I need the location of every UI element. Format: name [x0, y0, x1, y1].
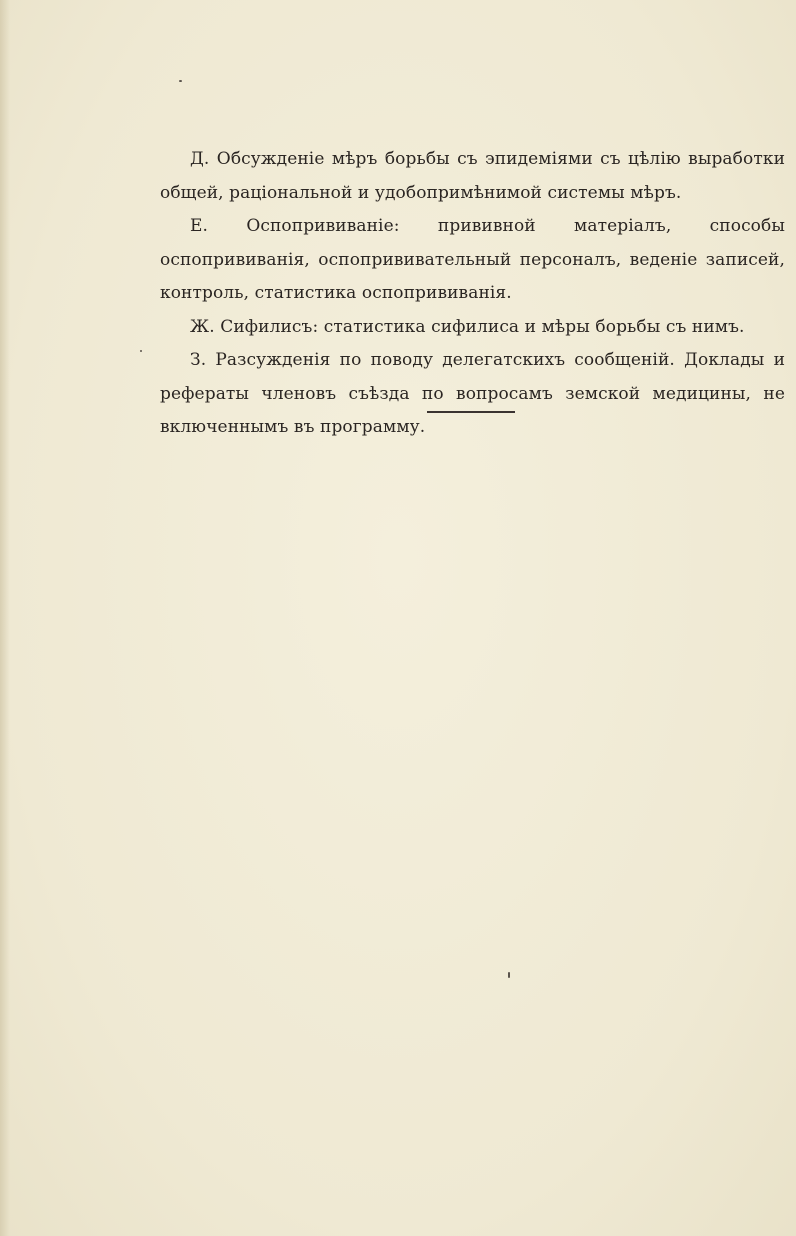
- item-zh-paragraph: Ж. Сифилисъ: статистика сифилиса и мѣры борьбы съ нимъ.: [190, 316, 745, 337]
- paper-speck: [508, 972, 510, 978]
- paper-speck: [179, 80, 182, 82]
- paper-speck: [140, 350, 142, 352]
- item-d-paragraph: Д. Обсужденіе мѣръ борьбы съ эпидеміями съ цѣлію выработки общей, раціональной и удобопримѣнимой системы мѣръ.: [160, 149, 785, 203]
- item-z-paragraph: З. Разсужденія по поводу делегатскихъ сообщеній. Доклады и рефераты членовъ съѣзда по вопросамъ земской медицины, не включеннымъ въ программу.: [160, 350, 785, 437]
- page-edge-shadow: [0, 0, 10, 1236]
- program-items-text: [160, 143, 785, 445]
- item-e-paragraph: Е. Оспопрививаніе: прививной матеріалъ, способы оспопрививанія, оспопрививательный персоналъ, веденіе записей, контроль, статистика оспопрививанія.: [160, 216, 785, 303]
- section-end-rule: [427, 411, 515, 413]
